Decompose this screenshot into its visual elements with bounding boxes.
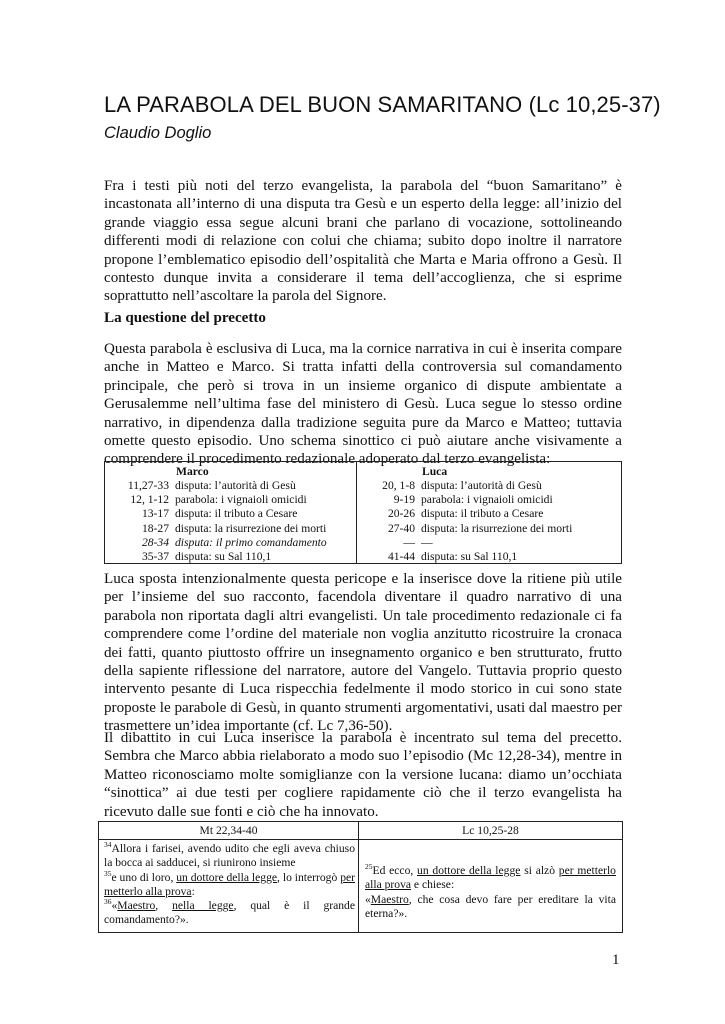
marco-column bbox=[105, 465, 355, 564]
table-row bbox=[357, 479, 621, 493]
verse-ref: 41-44 bbox=[387, 549, 415, 563]
luke-cell bbox=[365, 864, 616, 921]
verse-ref: 9-19 bbox=[393, 493, 415, 507]
verse-number: 35 bbox=[104, 868, 112, 878]
episode-text: parabola: i vignaioli omicidi bbox=[175, 493, 307, 507]
table-row bbox=[357, 507, 621, 521]
verse-36 bbox=[104, 899, 355, 928]
verse-text: , qual è il grande comandamento?». bbox=[104, 899, 355, 927]
verse-text: si alzò bbox=[520, 864, 559, 877]
table-row bbox=[357, 493, 621, 507]
table-row bbox=[105, 493, 355, 507]
table-row bbox=[357, 550, 621, 564]
mt-header: Mt 22,34-40 bbox=[199, 824, 258, 837]
verse-text: Ed ecco, bbox=[372, 864, 418, 877]
verse-ref: 13-17 bbox=[141, 507, 169, 521]
underlined-phrase: Maestro bbox=[117, 899, 156, 913]
table-row bbox=[105, 507, 355, 521]
underlined-phrase: nella legge bbox=[172, 899, 234, 913]
episode-text: disputa: la risurrezione dei morti bbox=[421, 521, 573, 535]
verse-text: Allora i farisei, avendo udito che egli aveva chiuso la bocca ai sadducei, si riunirono insieme bbox=[104, 842, 355, 870]
verse-ref: 11,27-33 bbox=[127, 479, 169, 492]
episode-text: — bbox=[421, 535, 433, 549]
synoptic-table bbox=[104, 461, 622, 564]
parallel-table bbox=[98, 821, 623, 933]
page-number: 1 bbox=[612, 952, 620, 968]
table-row bbox=[105, 479, 355, 493]
verse-ref: 35-37 bbox=[141, 549, 169, 563]
table-row bbox=[357, 536, 621, 550]
author-name: Claudio Doglio bbox=[104, 124, 212, 142]
verse-text: , bbox=[155, 899, 173, 913]
episode-text: disputa: il tributo a Cesare bbox=[421, 507, 544, 521]
table-row bbox=[105, 522, 355, 536]
lc-header: Lc 10,25-28 bbox=[462, 824, 519, 837]
paragraph-2: Luca sposta intenzionalmente questa pericope e la inserisce dove la ritiene più utile per l’insieme del suo racconto, facendola diventare il quadro narrativo di una parabola non riportata dagli altri evangelisti. Un tale procedimento redazionale ci fa comprendere come l’ordine del materiale non voglia anzitutto ricostruire la cronaca dei fatti, quanto piuttosto offrire un insegnamento organico e ben strutturato, frutto della sapiente riflessione del narratore, autore del Vangelo. Tuttavia proprio questo intervento pesante di Luca rispecchia fedelmente il modo storico in cui sono state proposte le parabole di Gesù, in quanto strumenti argomentativi, usati dal maestro per trasmettere un’idea importante (cf. Lc 7,36-50). bbox=[104, 571, 622, 735]
verse-34 bbox=[104, 842, 355, 871]
verse-number: 25 bbox=[365, 862, 373, 871]
verse-35 bbox=[104, 868, 355, 900]
verse-ref: 18-27 bbox=[141, 521, 169, 535]
verse-text: : bbox=[191, 884, 195, 898]
table-row bbox=[357, 522, 621, 536]
episode-text: disputa: l’autorità di Gesù bbox=[175, 479, 296, 492]
underlined-phrase: Maestro bbox=[370, 892, 409, 906]
verse-text: e uno di loro, bbox=[111, 870, 177, 884]
verse-text: « bbox=[365, 892, 371, 906]
paragraph-3: Il dibattito in cui Luca inserisce la parabola è incentrato sul tema del precetto. Sembra che Marco abbia rielaborato a modo suo l’episodio (Mc 12,28-34), mentre in Matteo riconosciamo molte somiglianze con la versione lucana: diamo un’occhiata “sinottica” ai due testi per cogliere rapidamente ciò che il terzo evangelista ha ricevuto dalle sue fonti e ciò che ha innovato. bbox=[104, 730, 622, 820]
matthew-cell bbox=[104, 842, 355, 928]
marco-header: Marco bbox=[176, 465, 209, 478]
episode-text: disputa: il primo comandamento bbox=[175, 535, 327, 549]
verse-ref: 12, 1-12 bbox=[130, 493, 169, 507]
verse-text: « bbox=[111, 899, 118, 913]
verse-ref: 20-26 bbox=[387, 507, 415, 521]
episode-text: parabola: i vignaioli omicidi bbox=[421, 493, 553, 507]
underlined-phrase: un dottore della legge bbox=[417, 864, 521, 877]
episode-text: disputa: il tributo a Cesare bbox=[175, 507, 298, 521]
section-heading: La questione del precetto bbox=[104, 310, 266, 326]
verse-text: e chiese: bbox=[411, 878, 455, 892]
underlined-phrase: per metterlo alla prova bbox=[365, 864, 616, 892]
verse-ref: 28-34 bbox=[141, 535, 169, 549]
verse-ref: 20, 1-8 bbox=[382, 479, 415, 492]
episode-text: disputa: la risurrezione dei morti bbox=[175, 521, 327, 535]
episode-text: disputa: su Sal 110,1 bbox=[175, 549, 272, 563]
verse-25-question bbox=[365, 893, 616, 922]
verse-ref: — bbox=[403, 535, 415, 549]
verse-ref: 27-40 bbox=[387, 521, 415, 535]
table-row bbox=[105, 550, 355, 564]
underlined-phrase: per metterlo alla prova bbox=[104, 870, 355, 898]
header-rule bbox=[99, 839, 622, 840]
episode-text: disputa: l’autorità di Gesù bbox=[421, 479, 542, 492]
verse-25 bbox=[365, 864, 616, 893]
verse-number: 34 bbox=[104, 840, 112, 849]
document-title: LA PARABOLA DEL BUON SAMARITANO (Lc 10,25-37) bbox=[104, 92, 661, 117]
intro-paragraph: Fra i testi più noti del terzo evangelista, la parabola del “buon Samaritano” è incastonata all’interno di una disputa tra Gesù e un esperto della legge: all’inizio del grande viaggio essa segue alcuni brani che parlano di vocazione, sottolineando differenti modi di relazione con colui che chiama; subito dopo inoltre il narratore propone l’emblematico episodio dell’ospitalità che Marta e Maria offrono a Gesù. Il contesto dunque invita a considerare il tema dell’accoglienza, che si esprime soprattutto nell’ascoltare la parola del Signore. bbox=[104, 178, 622, 305]
luca-column bbox=[357, 465, 621, 564]
episode-text: disputa: su Sal 110,1 bbox=[421, 549, 518, 563]
table-row bbox=[105, 536, 355, 550]
luca-header: Luca bbox=[422, 465, 448, 478]
verse-text: , che cosa devo fare per ereditare la vita eterna?». bbox=[365, 892, 616, 920]
verse-text: , lo interrogò bbox=[277, 870, 341, 884]
verse-number: 36 bbox=[104, 897, 112, 907]
paragraph-1: Questa parabola è esclusiva di Luca, ma la cornice narrativa in cui è inserita compare anche in Matteo e Marco. Si tratta infatti della controversia sul comandamento principale, che però si trova in un insieme organico di dispute ambientate a Gerusalemme nell’ultima fase del ministero di Gesù. Luca segue lo stesso ordine narrativo, in dipendenza dalla tradizione seguita pure da Marco e Matteo; tuttavia omette questo episodio. Uno schema sinottico ci può aiutare anche visivamente a comprendere il procedimento redazionale adoperato dal terzo evangelista: bbox=[104, 341, 622, 468]
underlined-phrase: un dottore della legge bbox=[176, 870, 278, 884]
